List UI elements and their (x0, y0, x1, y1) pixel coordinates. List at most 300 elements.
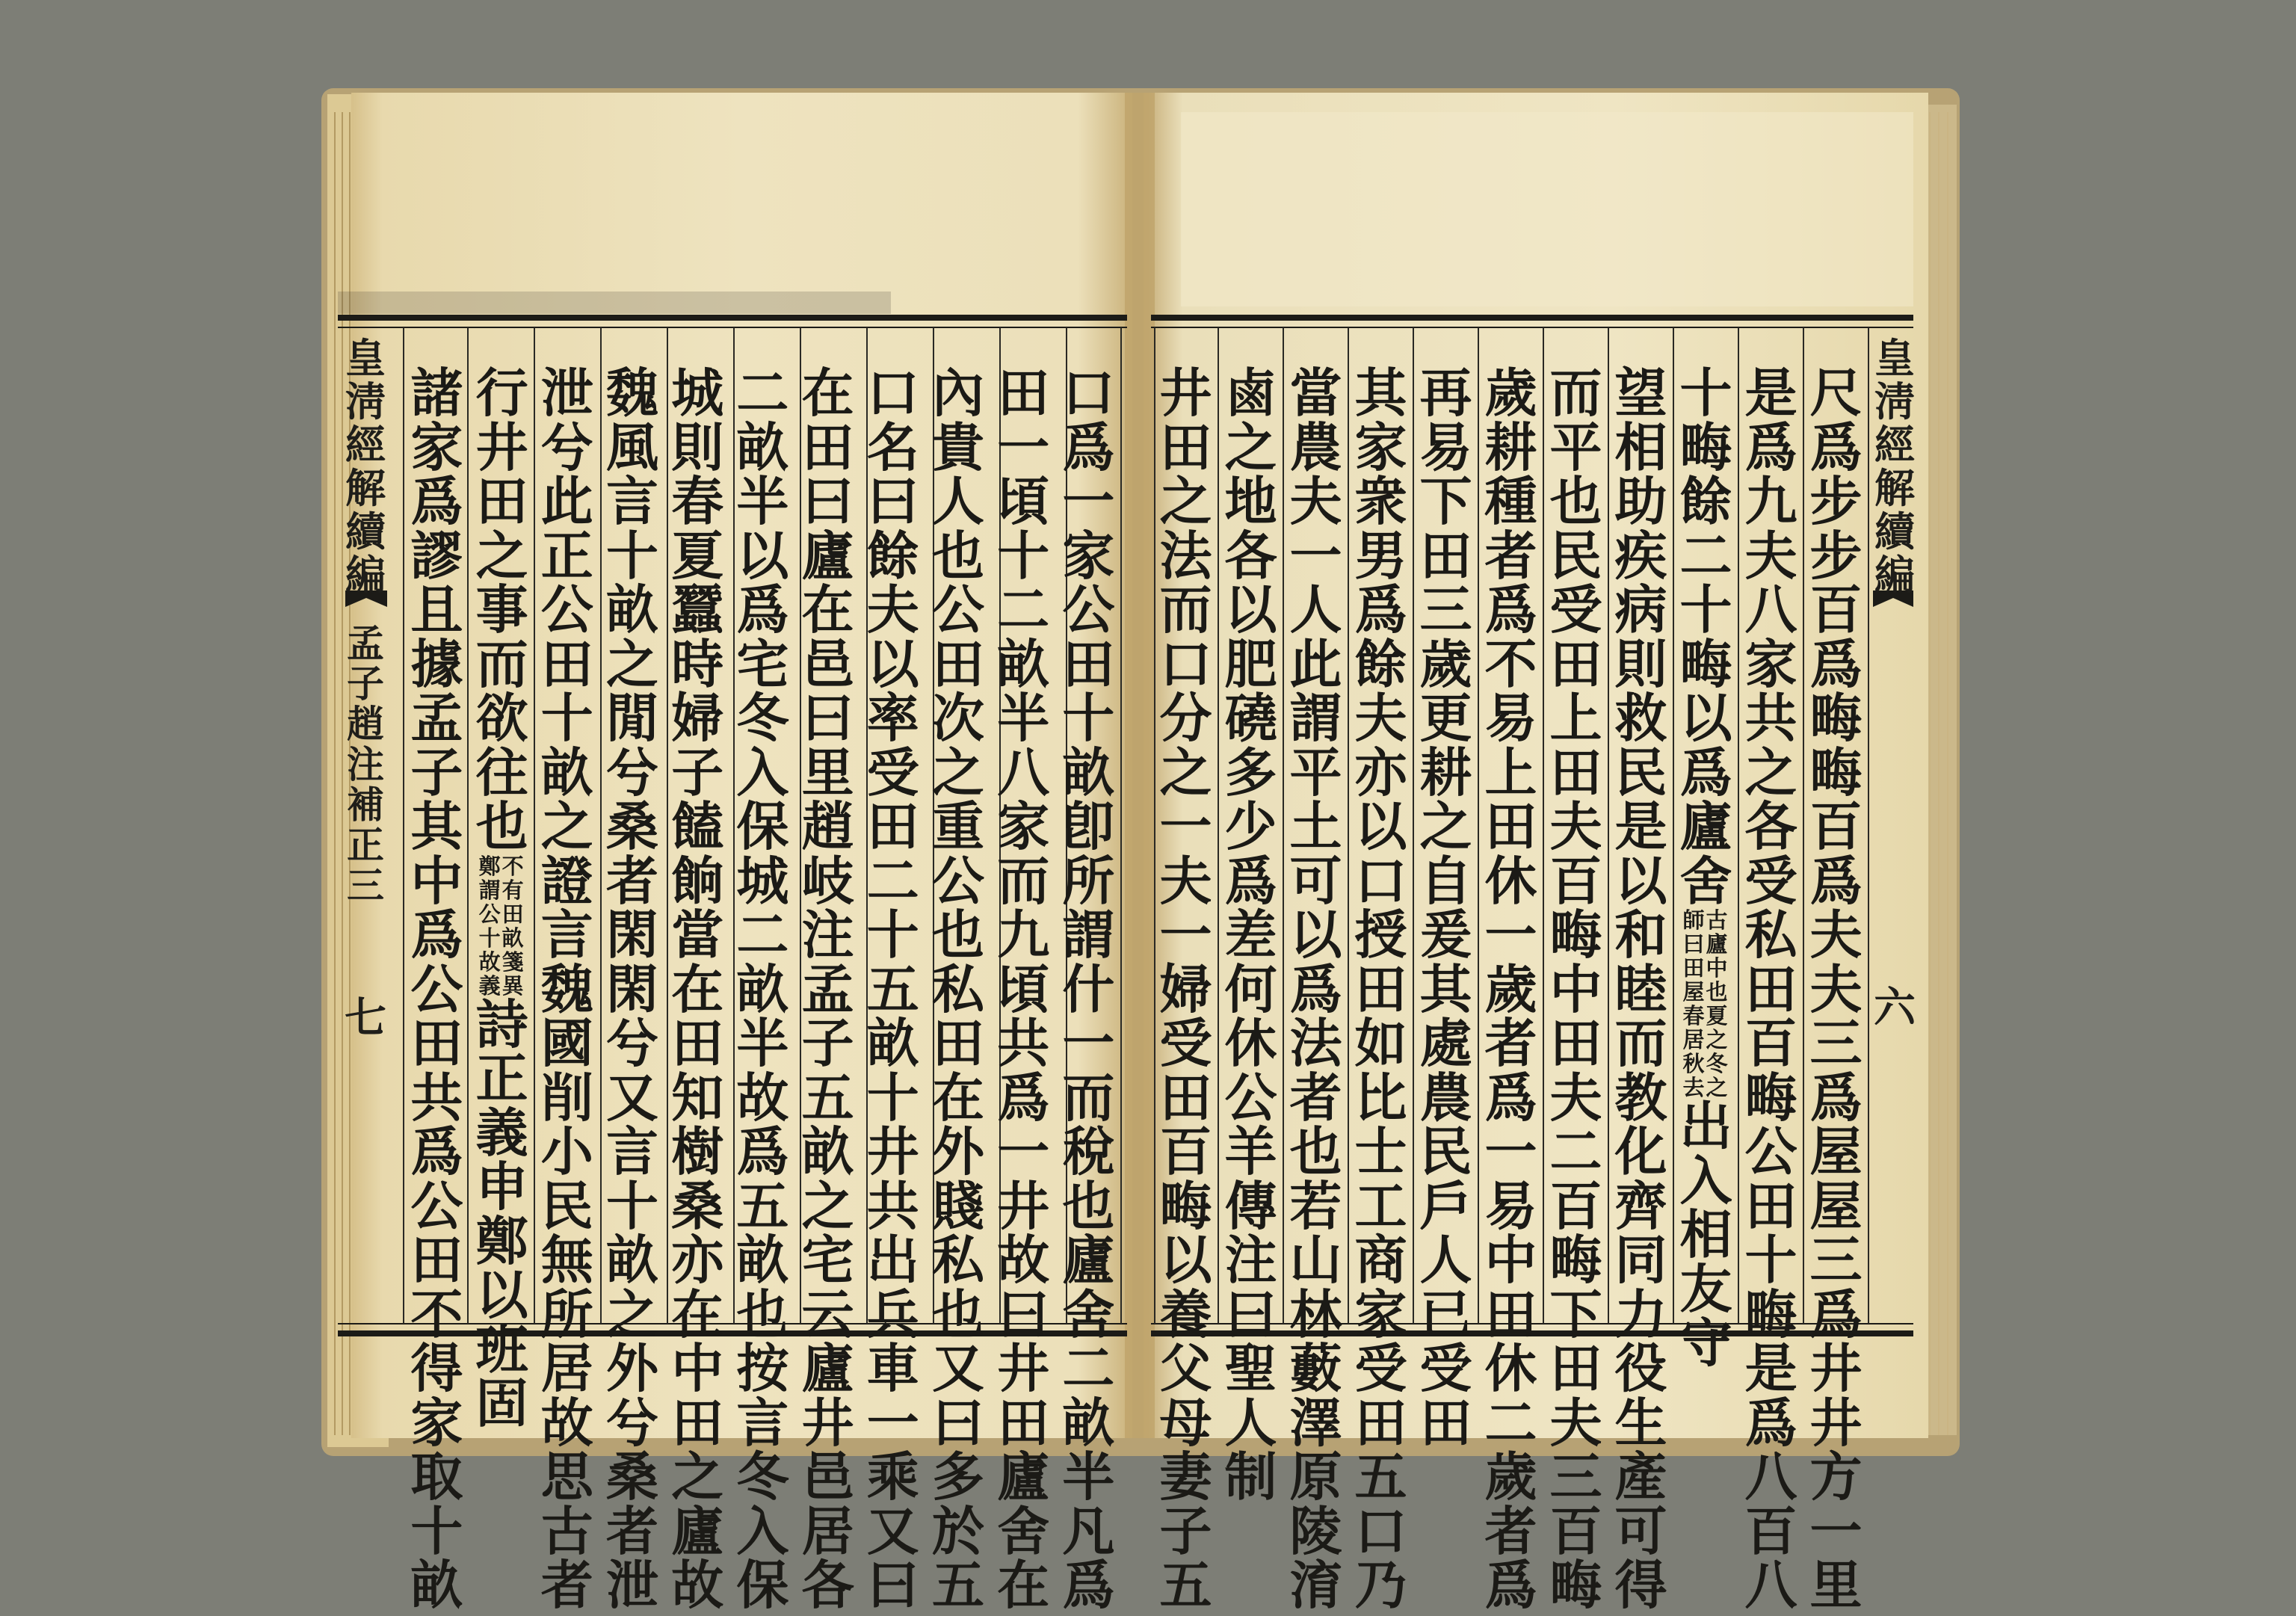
glyph: 當 (671, 904, 724, 966)
glyph: 此 (1289, 632, 1342, 695)
left-column-2 (992, 362, 1055, 1616)
glyph: 一 (997, 416, 1050, 478)
glyph: 歲 (1419, 632, 1472, 695)
glyph: 則 (1614, 632, 1667, 695)
glyph: 母 (1159, 1391, 1212, 1454)
glyph: 爲 (736, 579, 789, 641)
gutter-char: 經 (345, 421, 386, 469)
glyph: 夏 (671, 524, 724, 587)
glyph: 井 (1809, 1391, 1863, 1454)
glyph: 里 (801, 741, 854, 804)
glyph: 工 (1354, 1174, 1407, 1237)
glyph: 受 (1419, 1337, 1472, 1399)
glyph: 冬 (736, 1446, 789, 1508)
glyph: 半 (1062, 1446, 1115, 1508)
glyph: 餘 (1354, 632, 1407, 695)
glyph: 夫 (1809, 957, 1863, 1020)
glyph: 是 (1744, 1337, 1797, 1399)
glyph: 出 (1679, 1095, 1732, 1157)
glyph: 制 (1224, 1446, 1277, 1508)
glyph: 人 (1289, 579, 1342, 641)
glyph: 正 (475, 1047, 528, 1109)
glyph: 凡 (1062, 1499, 1115, 1562)
glyph: 曰 (801, 687, 854, 749)
glyph: 十 (1744, 1229, 1797, 1291)
annotation: 田中屋也 (1682, 955, 1729, 1005)
gutter-char: 正 (347, 823, 384, 867)
gutter-char: 孟 (347, 621, 384, 665)
glyph: 百 (1809, 795, 1863, 857)
glyph: 又 (866, 1499, 919, 1562)
glyph: 曰 (997, 1283, 1050, 1345)
glyph: 城 (736, 849, 789, 912)
glyph: 兮 (606, 1012, 658, 1074)
glyph: 人 (1419, 1229, 1472, 1291)
glyph: 也 (1549, 470, 1602, 532)
glyph: 受 (1354, 1337, 1407, 1399)
glyph: 三 (1809, 1012, 1863, 1074)
glyph: 又 (932, 1337, 984, 1399)
left-column-8 (601, 362, 664, 1616)
glyph: 田 (1549, 741, 1602, 804)
glyph: 也 (932, 1283, 984, 1345)
glyph: 夫 (1809, 904, 1863, 966)
right-column-6 (1480, 362, 1543, 1616)
glyph: 半 (736, 1012, 789, 1074)
gutter-char: 七 (345, 993, 386, 1043)
annotation: 師古曰廬 (1682, 907, 1729, 957)
glyph: 授 (1354, 904, 1407, 966)
glyph: 五 (736, 1174, 789, 1237)
glyph: 井 (997, 1174, 1050, 1237)
glyph: 者 (540, 1554, 593, 1616)
glyph: 休 (1484, 1337, 1537, 1399)
glyph: 受 (866, 741, 919, 804)
glyph: 蠶 (671, 579, 724, 641)
glyph: 爲 (1809, 849, 1863, 912)
glyph: 舍 (997, 1499, 1050, 1562)
glyph: 廬 (801, 1337, 854, 1399)
glyph: 之 (606, 632, 658, 695)
glyph: 內 (932, 362, 984, 424)
glyph: 家 (1354, 1283, 1407, 1345)
glyph: 畝 (540, 741, 593, 804)
glyph: 爲 (997, 1066, 1050, 1129)
glyph: 外 (932, 1120, 984, 1182)
glyph: 之 (540, 795, 593, 857)
glyph: 田 (410, 1229, 463, 1291)
glyph: 畮 (1809, 741, 1863, 804)
glyph: 共 (1744, 687, 1797, 749)
glyph: 田 (932, 632, 984, 695)
glyph: 爲 (1809, 632, 1863, 695)
glyph: 何 (1224, 957, 1277, 1020)
glyph: 以 (1224, 579, 1277, 641)
glyph: 於 (932, 1499, 984, 1562)
glyph: 屋 (1809, 1174, 1863, 1237)
glyph: 五 (1159, 1554, 1212, 1616)
glyph: 義 (475, 1101, 528, 1164)
glyph: 易 (1484, 687, 1537, 749)
glyph: 者 (1289, 1066, 1342, 1129)
glyph: 泄 (540, 362, 593, 424)
glyph: 舍 (1062, 1283, 1115, 1345)
right-column-11 (1155, 362, 1218, 1616)
glyph: 在 (801, 579, 854, 641)
glyph: 肥 (1224, 632, 1277, 695)
gutter-char: 皇 (345, 334, 386, 382)
glyph: 力 (1614, 1283, 1667, 1345)
gutter-char: 淸 (345, 377, 386, 425)
glyph: 二 (736, 904, 789, 966)
glyph: 聖 (1224, 1337, 1277, 1399)
glyph: 畮 (1549, 1229, 1602, 1291)
glyph: 教 (1614, 1066, 1667, 1129)
glyph: 閒 (606, 687, 658, 749)
glyph: 曰 (801, 470, 854, 532)
glyph: 廬 (671, 1499, 724, 1562)
glyph: 頃 (997, 957, 1050, 1020)
glyph: 種 (1484, 470, 1537, 532)
glyph: 男 (1354, 524, 1407, 587)
glyph: 小 (540, 1120, 593, 1182)
glyph: 之 (1224, 416, 1277, 478)
glyph: 而 (1159, 579, 1212, 641)
glyph: 一 (1159, 904, 1212, 966)
glyph: 父 (1159, 1337, 1212, 1399)
glyph: 五 (866, 957, 919, 1020)
glyph: 民 (540, 1174, 593, 1237)
glyph: 廬 (997, 1446, 1050, 1508)
glyph: 畝 (606, 1229, 658, 1291)
right-gutter (1871, 336, 1918, 1308)
glyph: 公 (932, 849, 984, 912)
glyph: 出 (866, 1229, 919, 1291)
glyph: 畝 (997, 632, 1050, 695)
glyph: 畮 (1809, 687, 1863, 749)
glyph: 生 (1614, 1391, 1667, 1454)
glyph: 言 (540, 904, 593, 966)
glyph: 若 (1289, 1174, 1342, 1237)
glyph: 賤 (932, 1174, 984, 1237)
glyph: 公 (410, 1174, 463, 1237)
glyph: 一 (1289, 524, 1342, 587)
gutter-char: 皇 (1874, 334, 1915, 382)
glyph: 言 (606, 1120, 658, 1182)
glyph: 畝 (1062, 741, 1115, 804)
glyph: 同 (1614, 1229, 1667, 1291)
glyph: 也 (475, 795, 528, 857)
gutter-char: 續 (345, 508, 386, 555)
glyph: 子 (801, 1012, 854, 1074)
glyph: 百 (1744, 1012, 1797, 1074)
glyph: 田 (1354, 1391, 1407, 1454)
glyph: 三 (1419, 579, 1472, 641)
glyph: 井 (475, 416, 528, 478)
glyph: 公 (932, 579, 984, 641)
glyph: 畝 (410, 1554, 463, 1616)
glyph: 之 (606, 1283, 658, 1345)
glyph: 故 (736, 1066, 789, 1129)
glyph: 井 (1159, 362, 1212, 424)
glyph: 三 (1549, 1446, 1602, 1508)
glyph: 爰 (1419, 904, 1472, 966)
glyph: 休 (1224, 1012, 1277, 1074)
annotation: 公田十畝 (478, 901, 525, 951)
glyph: 畝 (736, 957, 789, 1020)
glyph: 畮 (1159, 1174, 1212, 1237)
glyph: 夫 (1549, 795, 1602, 857)
glyph: 且 (410, 579, 463, 641)
glyph: 以 (1159, 1229, 1212, 1291)
glyph: 頃 (997, 470, 1050, 532)
glyph: 餘 (1679, 470, 1732, 532)
glyph: 時 (671, 632, 724, 695)
glyph: 十 (410, 1499, 463, 1562)
glyph: 妻 (1159, 1446, 1212, 1508)
glyph: 各 (801, 1554, 854, 1616)
glyph: 澤 (1289, 1391, 1342, 1454)
glyph: 田 (475, 470, 528, 532)
glyph: 其 (410, 795, 463, 857)
glyph: 邑 (801, 1446, 854, 1508)
glyph: 保 (736, 795, 789, 857)
glyph: 受 (1744, 849, 1797, 912)
glyph: 諸 (410, 362, 463, 424)
glyph: 詩 (475, 993, 528, 1055)
glyph: 畝 (736, 416, 789, 478)
glyph: 地 (1224, 470, 1277, 532)
glyph: 私 (932, 1229, 984, 1291)
glyph: 入 (1679, 1149, 1732, 1212)
glyph: 上 (1549, 687, 1602, 749)
glyph: 平 (1289, 741, 1342, 804)
glyph: 爲 (736, 1120, 789, 1182)
glyph: 孟 (410, 687, 463, 749)
gutter-char: 編 (345, 551, 386, 599)
glyph: 中 (671, 1337, 724, 1399)
glyph: 入 (736, 741, 789, 804)
glyph: 以 (1679, 687, 1732, 749)
glyph: 宅 (801, 1229, 854, 1291)
glyph: 也 (736, 1283, 789, 1345)
glyph: 乘 (866, 1446, 919, 1508)
glyph: 五 (932, 1554, 984, 1616)
glyph: 畮 (1744, 1066, 1797, 1129)
glyph: 之 (1159, 470, 1212, 532)
glyph: 爲 (1809, 1283, 1863, 1345)
glyph: 田 (997, 362, 1050, 424)
glyph: 故 (671, 1554, 724, 1616)
glyph: 也 (932, 524, 984, 587)
glyph: 八 (1744, 1446, 1797, 1508)
glyph: 口 (1159, 632, 1212, 695)
glyph: 家 (1744, 632, 1797, 695)
glyph: 夫 (1159, 849, 1212, 912)
glyph: 所 (540, 1283, 593, 1345)
glyph: 畝 (866, 1012, 919, 1074)
glyph: 口 (1354, 849, 1407, 912)
glyph: 易 (1484, 1174, 1537, 1237)
glyph: 爲 (1062, 1554, 1115, 1616)
left-column-11 (405, 362, 468, 1616)
glyph: 樹 (671, 1120, 724, 1182)
glyph: 多 (1224, 741, 1277, 804)
glyph: 產 (1614, 1446, 1667, 1508)
glyph: 家 (1062, 524, 1115, 587)
gutter-char: 補 (347, 783, 384, 827)
glyph: 在 (801, 362, 854, 424)
glyph: 十 (866, 1066, 919, 1129)
right-column-10 (1220, 362, 1283, 1508)
glyph: 爲 (1484, 1554, 1537, 1616)
gutter-char: 解 (1874, 464, 1915, 512)
glyph: 在 (671, 957, 724, 1020)
glyph: 病 (1614, 579, 1667, 641)
glyph: 望 (1614, 362, 1667, 424)
glyph: 十 (1062, 687, 1115, 749)
glyph: 子 (410, 741, 463, 804)
glyph: 淯 (1289, 1554, 1342, 1616)
glyph: 閑 (606, 957, 658, 1020)
glyph: 爲 (410, 904, 463, 966)
glyph: 歲 (1484, 362, 1537, 424)
glyph: 畝 (606, 579, 658, 641)
glyph: 兵 (866, 1283, 919, 1345)
glyph: 口 (1354, 1499, 1407, 1562)
glyph: 畝 (1062, 1391, 1115, 1454)
glyph: 田 (997, 1391, 1050, 1454)
glyph: 謬 (410, 524, 463, 587)
glyph: 什 (1062, 957, 1115, 1020)
glyph: 一 (1484, 904, 1537, 966)
glyph: 二 (997, 579, 1050, 641)
glyph: 相 (1614, 416, 1667, 478)
glyph: 田 (540, 632, 593, 695)
glyph: 之 (1159, 741, 1212, 804)
glyph: 行 (475, 362, 528, 424)
gutter-char: 續 (1874, 508, 1915, 555)
glyph: 兮 (606, 741, 658, 804)
glyph: 言 (736, 1391, 789, 1454)
glyph: 十 (606, 524, 658, 587)
left-column-7 (666, 362, 729, 1616)
glyph: 田 (1419, 1391, 1472, 1454)
glyph: 者 (606, 1499, 658, 1562)
glyph: 私 (1744, 904, 1797, 966)
glyph: 公 (540, 579, 593, 641)
glyph: 在 (932, 1066, 984, 1129)
glyph: 稅 (1062, 1120, 1115, 1182)
glyph: 百 (1549, 1174, 1602, 1237)
glyph: 爲 (1679, 741, 1732, 804)
glyph: 廬 (1679, 795, 1732, 857)
glyph: 魏 (606, 362, 658, 424)
glyph: 井 (1809, 1337, 1863, 1399)
glyph: 在 (997, 1554, 1050, 1616)
glyph: 法 (1289, 1012, 1342, 1074)
glyph: 下 (1549, 1283, 1602, 1345)
glyph: 田 (1484, 1283, 1537, 1345)
glyph: 助 (1614, 470, 1667, 532)
glyph: 者 (1484, 1499, 1537, 1562)
glyph: 畝 (736, 1229, 789, 1291)
glyph: 之 (932, 741, 984, 804)
glyph: 公 (410, 957, 463, 1020)
glyph: 守 (1679, 1312, 1732, 1374)
glyph: 鄭 (475, 1209, 528, 1272)
glyph: 林 (1289, 1283, 1342, 1345)
glyph: 下 (1419, 470, 1472, 532)
glyph: 口 (1062, 362, 1115, 424)
glyph: 得 (1614, 1554, 1667, 1616)
glyph: 再 (1419, 362, 1472, 424)
glyph: 田 (866, 795, 919, 857)
glyph: 不 (410, 1283, 463, 1345)
glyph: 婦 (671, 687, 724, 749)
glyph: 口 (866, 362, 919, 424)
glyph: 田 (1159, 416, 1212, 478)
glyph: 爲 (410, 1120, 463, 1182)
left-column-10 (471, 362, 534, 1434)
glyph: 夫 (1549, 1066, 1602, 1129)
glyph: 欲 (475, 687, 528, 749)
glyph: 所 (1062, 849, 1115, 912)
glyph: 故 (997, 1229, 1050, 1291)
glyph: 一 (1484, 1120, 1537, 1182)
left-gutter-chapter (347, 623, 384, 906)
glyph: 相 (1679, 1203, 1732, 1265)
glyph: 思 (540, 1446, 593, 1508)
glyph: 云 (801, 1283, 854, 1345)
glyph: 化 (1614, 1120, 1667, 1182)
glyph: 田 (671, 1012, 724, 1074)
gutter-char: 三 (347, 863, 384, 907)
glyph: 往 (475, 741, 528, 804)
glyph: 可 (1289, 849, 1342, 912)
glyph: 屋 (1809, 1120, 1863, 1182)
glyph: 齊 (1614, 1174, 1667, 1237)
glyph: 乃 (1354, 1554, 1407, 1616)
glyph: 田 (1159, 1066, 1212, 1129)
right-column-2 (1740, 362, 1803, 1616)
glyph: 中 (1549, 957, 1602, 1020)
glyph: 國 (540, 1012, 593, 1074)
glyph: 桑 (606, 795, 658, 857)
glyph: 家 (410, 416, 463, 478)
glyph: 夫 (1289, 470, 1342, 532)
glyph: 外 (606, 1337, 658, 1399)
glyph: 歲 (1484, 1446, 1537, 1508)
glyph: 半 (997, 687, 1050, 749)
gutter-char: 經 (1874, 421, 1915, 469)
glyph: 公 (1062, 579, 1115, 641)
glyph: 舍 (1679, 849, 1732, 912)
glyph: 子 (1159, 1499, 1212, 1562)
glyph: 爲 (1809, 1066, 1863, 1129)
glyph: 爲 (410, 470, 463, 532)
glyph: 兮 (606, 1391, 658, 1454)
glyph: 家 (410, 1391, 463, 1454)
glyph: 之 (1744, 741, 1797, 804)
glyph: 其 (1419, 957, 1472, 1020)
glyph: 五 (1354, 1446, 1407, 1508)
glyph: 固 (475, 1372, 528, 1434)
right-page-number (1874, 985, 1916, 1030)
glyph: 二 (1062, 1337, 1115, 1399)
glyph: 共 (997, 1012, 1050, 1074)
glyph: 曰 (866, 1554, 919, 1616)
